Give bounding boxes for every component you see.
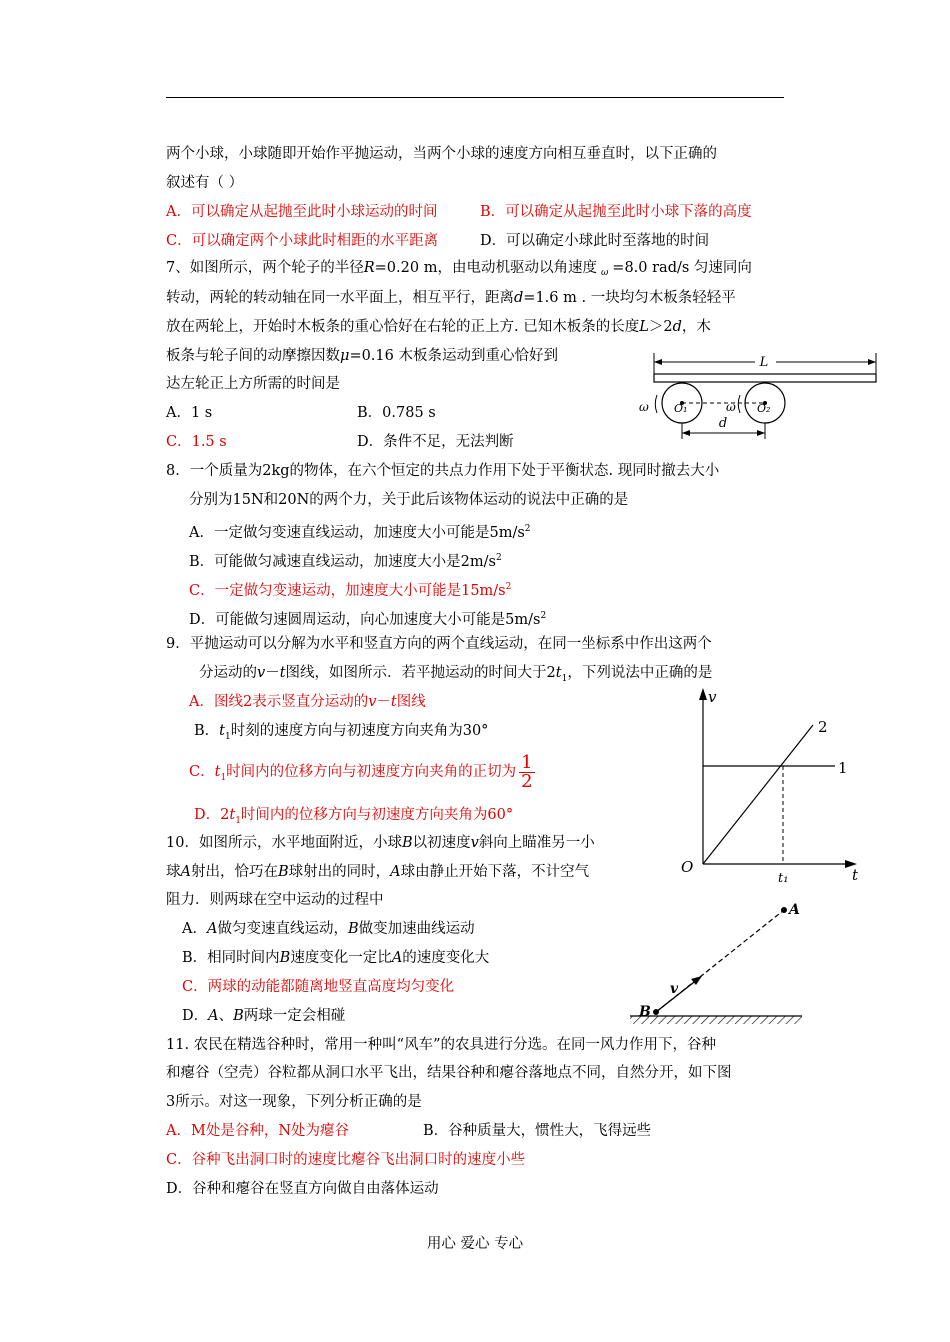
q9-option-b: B．$t_1$时刻的速度方向与初速度方向夹角为30° bbox=[194, 723, 489, 742]
q7-fig-label-O1: O₁ bbox=[674, 402, 688, 415]
q9-stem-line1: 9．平抛运动可以分解为水平和竖直方向的两个直线运动，在同一坐标系中作出这两个 bbox=[166, 636, 712, 652]
q9-option-a: A．图线2表示竖直分运动的v－t图线 bbox=[189, 694, 426, 710]
q10-option-b: B．相同时间内B速度变化一定比A的速度变化大 bbox=[182, 950, 490, 966]
q9-line-2 bbox=[703, 725, 813, 864]
q7-stem-line4: 板条与轮子间的动摩擦因数μ=0.16 木板条运动到重心恰好到 bbox=[166, 348, 558, 364]
q11-stem-line3: 3所示。对这一现象，下列分析正确的是 bbox=[166, 1094, 422, 1110]
q8-stem-line2: 分别为15N和20N的两个力，关于此后该物体运动的说法中正确的是 bbox=[189, 492, 629, 508]
q7-fig-label-L: L bbox=[759, 355, 769, 370]
q11-stem-line1: 11. 农民在精选谷种时，常用一种叫“风车”的农具进行分选。在同一风力作用下，谷种 bbox=[166, 1037, 716, 1053]
q9-fig-origin: O bbox=[681, 858, 694, 876]
q10-stem-line1: 10．如图所示，水平地面附近，小球B以初速度v斜向上瞄准另一小 bbox=[166, 835, 595, 851]
q11-option-b: B．谷种质量大，惯性大，飞得远些 bbox=[423, 1123, 652, 1139]
q6-option-a: A．可以确定从起抛至此时小球运动的时间 bbox=[166, 204, 438, 220]
q7-option-b: B．0.785 s bbox=[357, 405, 436, 421]
q7-option-c: C．1.5 s bbox=[166, 434, 227, 450]
q8-option-b: B．可能做匀减速直线运动，加速度大小是$2m/s^2$ bbox=[189, 553, 502, 570]
q6-option-c: C．可以确定两个小球此时相距的水平距离 bbox=[166, 233, 439, 249]
q7-stem-line3: 放在两轮上，开始时木板条的重心恰好在右轮的正上方. 已知木板条的长度L＞2d，木 bbox=[166, 319, 711, 335]
q9-vt-graph bbox=[670, 680, 870, 890]
q9-option-d: D．$2t_1$时间内的位移方向与初速度方向夹角为60° bbox=[194, 807, 514, 826]
q8-option-d: D．可能做匀速圆周运动，向心加速度大小可能是$5m/s^2$ bbox=[189, 611, 547, 628]
q10-fig-label-B: B bbox=[639, 1004, 651, 1020]
q9-fraction: $\frac{1}{2}$ bbox=[521, 751, 533, 792]
q11-option-c: C．谷种飞出洞口时的速度比瘪谷飞出洞口时的速度小些 bbox=[166, 1152, 526, 1168]
q7-fig-omega-left: ω bbox=[639, 400, 649, 414]
q9-fig-label-t1: t₁ bbox=[778, 871, 789, 886]
q9-fig-axis-v: v bbox=[708, 688, 717, 706]
q9-option-c: C．$t_1$时间内的位移方向与初速度方向夹角的正切为 $\frac{1}{2}$ bbox=[189, 751, 533, 792]
q11-stem-line2: 和瘪谷（空壳）谷粒都从洞口水平飞出，结果谷种和瘪谷落地点不同，自然分开，如下图 bbox=[166, 1065, 732, 1081]
q10-fig-label-v: v bbox=[670, 981, 679, 997]
q10-option-d: D．A、B两球一定会相碰 bbox=[182, 1008, 346, 1024]
q8-stem-line1: 8．一个质量为2kg的物体，在六个恒定的共点力作用下处于平衡状态. 现同时撤去大小 bbox=[166, 463, 720, 479]
q11-option-a: A．M处是谷种，N处为瘪谷 bbox=[166, 1123, 350, 1139]
q8-option-c: C．一定做匀变速运动，加速度大小可能是$15m/s^2$ bbox=[189, 582, 512, 599]
header-rule bbox=[166, 97, 784, 98]
q11-option-d: D．谷种和瘪谷在竖直方向做自由落体运动 bbox=[166, 1181, 439, 1197]
q10-stem-line3: 阻力．则两球在空中运动的过程中 bbox=[166, 892, 384, 908]
q7-stem-line2: 转动，两轮的转动轴在同一水平面上，相互平行，距离d=1.6 m . 一块均匀木板条轻轻平 bbox=[166, 290, 736, 306]
q10-figure-projectile bbox=[626, 895, 806, 1030]
q9-stem-line2: 分运动的v－t图线，如图所示．若平抛运动的时间大于$2t_1$，下列说法中正确的是 bbox=[199, 665, 713, 684]
q10-stem-line2: 球A射出，恰巧在B球射出的同时，A球由静止开始下落，不计空气 bbox=[166, 864, 590, 880]
q7-stem-line1: 7、如图所示，两个轮子的半径R=0.20 m，由电动机驱动以角速度 $_\omega$ =8.0 rad/s 匀速同向 bbox=[166, 260, 752, 278]
q7-fig-label-d: d bbox=[718, 416, 728, 431]
q8-option-a: A．一定做匀变速直线运动，加速度大小可能是$5m/s^2$ bbox=[189, 524, 531, 541]
q7-option-d: D．条件不足，无法判断 bbox=[357, 434, 514, 450]
q6-stem-line1: 两个小球，小球随即开始作平抛运动，当两个小球的速度方向相互垂直时，以下正确的 bbox=[166, 146, 717, 162]
q6-option-b: B．可以确定从起抛至此时小球下落的高度 bbox=[480, 204, 752, 220]
q10-fig-label-A: A bbox=[789, 902, 800, 918]
q7-stem-line5: 达左轮正上方所需的时间是 bbox=[166, 376, 340, 392]
q10-option-c: C．两球的动能都随离地竖直高度均匀变化 bbox=[182, 979, 455, 995]
q7-figure-wheels-board bbox=[630, 345, 890, 445]
q6-option-d: D．可以确定小球此时至落地的时间 bbox=[480, 233, 710, 249]
page-footer: 用心 爱心 专心 bbox=[426, 1236, 524, 1252]
q7-option-a: A．1 s bbox=[166, 405, 213, 421]
q9-fig-label-1: 1 bbox=[838, 759, 848, 777]
q10-option-a: A．A做匀变速直线运动，B做变加速曲线运动 bbox=[182, 921, 475, 937]
q7-fig-omega-right: ω bbox=[726, 400, 736, 414]
q6-stem-line2: 叙述有（ ） bbox=[166, 175, 244, 191]
q9-fig-axis-t: t bbox=[852, 866, 859, 884]
q7-fig-label-O2: O₂ bbox=[757, 402, 771, 415]
q9-fig-label-2: 2 bbox=[818, 718, 828, 736]
